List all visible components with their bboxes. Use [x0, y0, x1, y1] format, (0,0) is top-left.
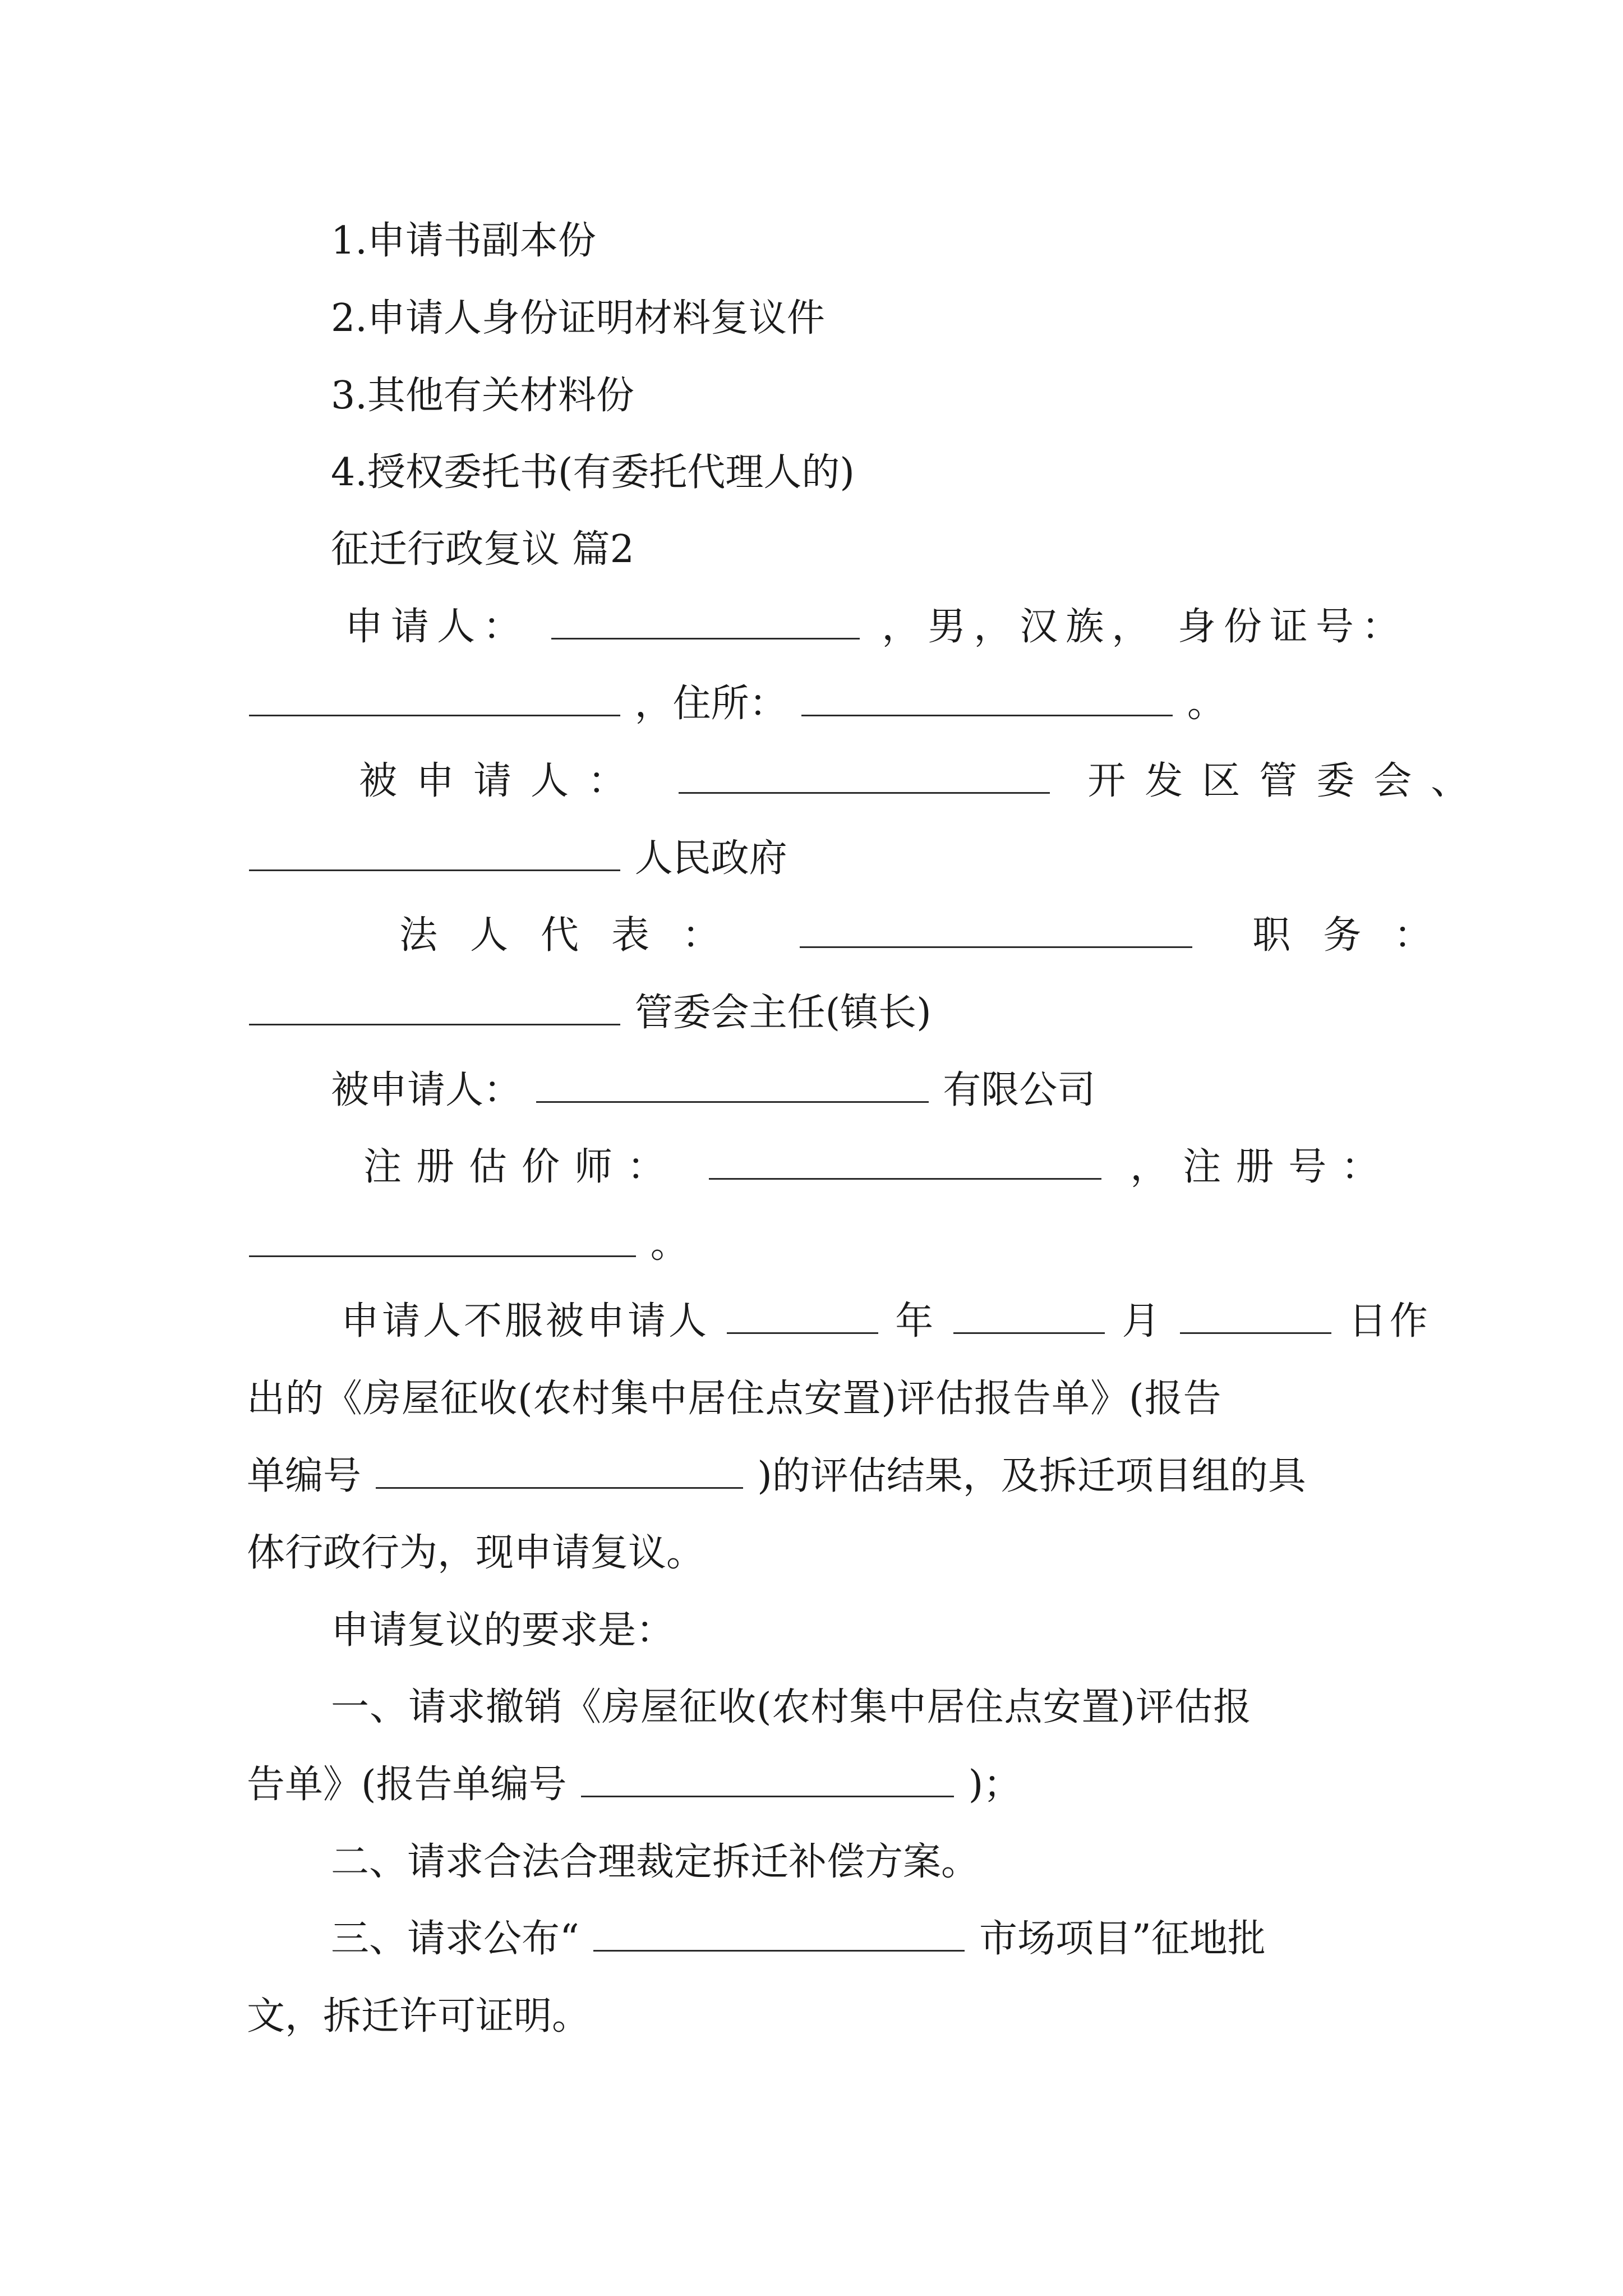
respondent1-label: 被申请人：: [359, 759, 645, 803]
statement-day: 日作: [1348, 1299, 1431, 1343]
appraiser-reg-blank: [249, 1223, 636, 1257]
request3-line-2: 文，拆迁许可证明。: [247, 1994, 591, 2039]
applicant-address-blank: [801, 682, 1173, 716]
appraiser-line-2: [247, 1217, 689, 1273]
respondent2-company: 有限公司: [943, 1068, 1096, 1112]
respondent1-line-2: [247, 831, 787, 887]
statement-year-blank: [727, 1300, 878, 1334]
statement-line-4: 体行政行为，现申请复议。: [247, 1531, 705, 1575]
statement-line-2: 出的《房屋征收(农村集中居住点安置)评估报告单》(报告: [247, 1377, 1222, 1421]
request1-report-no-blank: [581, 1763, 954, 1797]
respondent1-org1: 开发区管委会、: [1087, 759, 1488, 803]
statement-line-3: [247, 1448, 1306, 1504]
statement-l3a: 单编号: [247, 1454, 362, 1498]
applicant-id-blank: [249, 682, 620, 716]
attachment-2: 2.申请人身份证明材料复议件: [331, 296, 825, 341]
respondent2-blank: [536, 1069, 929, 1103]
respondent1-blank: [679, 760, 1050, 794]
statement-day-blank: [1180, 1300, 1331, 1334]
statement-month: 月: [1122, 1299, 1163, 1343]
request3-l1b: 市场项目”征地批: [979, 1917, 1266, 1961]
section-title: 征迁行政复议 篇2: [331, 527, 634, 572]
request2: 二、请求合法合理裁定拆迁补偿方案。: [331, 1840, 980, 1884]
statement-month-blank: [953, 1300, 1105, 1334]
appraiser-reg-label: ，注册号：: [1130, 1145, 1394, 1189]
applicant-name-blank: [551, 605, 860, 639]
request1-line-2: [247, 1757, 1021, 1813]
appraiser-label: 注册估价师：: [363, 1145, 680, 1189]
statement-year: 年: [895, 1299, 937, 1343]
request1-l2b: )；: [968, 1763, 1022, 1807]
legal-rep-line: [399, 908, 1464, 964]
respondent1-blank-2: [249, 837, 620, 871]
request3-project-blank: [593, 1917, 965, 1952]
statement-l3b: )的评估结果，及拆迁项目组的具: [757, 1454, 1306, 1498]
applicant-end: 。: [1187, 682, 1225, 726]
statement-l1a: 申请人不服被申请人: [341, 1299, 710, 1343]
applicant-label: 申请人：: [345, 605, 529, 649]
respondent2-line: [331, 1062, 1095, 1119]
applicant-address-label: ，住所：: [634, 682, 787, 726]
request1-l2a: 告单》(报告单编号: [247, 1763, 567, 1807]
appraiser-end: 。: [650, 1222, 689, 1267]
request-intro: 申请复议的要求是：: [331, 1608, 675, 1653]
legal-rep-line-2: [247, 985, 932, 1041]
applicant-line: [345, 599, 1408, 655]
statement-report-no-blank: [376, 1455, 743, 1489]
request3-line-1: [331, 1911, 1266, 1967]
applicant-id-label: 身份证号：: [1177, 605, 1408, 649]
respondent1-line: [359, 753, 1488, 809]
respondent1-org2: 人民政府: [634, 836, 787, 881]
attachment-3: 3.其他有关材料份: [331, 374, 634, 418]
appraiser-line: [363, 1139, 1394, 1195]
applicant-address-line: [247, 676, 1225, 732]
request1-line-1: 一、请求撤销《房屋征收(农村集中居住点安置)评估报: [331, 1685, 1252, 1729]
respondent2-label: 被申请人：: [331, 1068, 522, 1112]
appraiser-blank: [709, 1145, 1101, 1180]
legal-rep-position-blank: [249, 991, 620, 1025]
request3-l1a: 三、请求公布“: [331, 1917, 579, 1961]
attachment-1: 1.申请书副本份: [331, 219, 596, 263]
attachment-4: 4.授权委托书(有委托代理人的): [331, 450, 855, 495]
legal-rep-blank: [800, 914, 1192, 948]
statement-line-1: [341, 1294, 1431, 1350]
applicant-gender-ethnicity: ，男，汉族，: [882, 605, 1158, 649]
legal-rep-position: 管委会主任(镇长): [634, 991, 932, 1035]
legal-rep-position-label: 职务：: [1252, 913, 1465, 958]
legal-rep-label: 法人代表：: [399, 913, 753, 958]
